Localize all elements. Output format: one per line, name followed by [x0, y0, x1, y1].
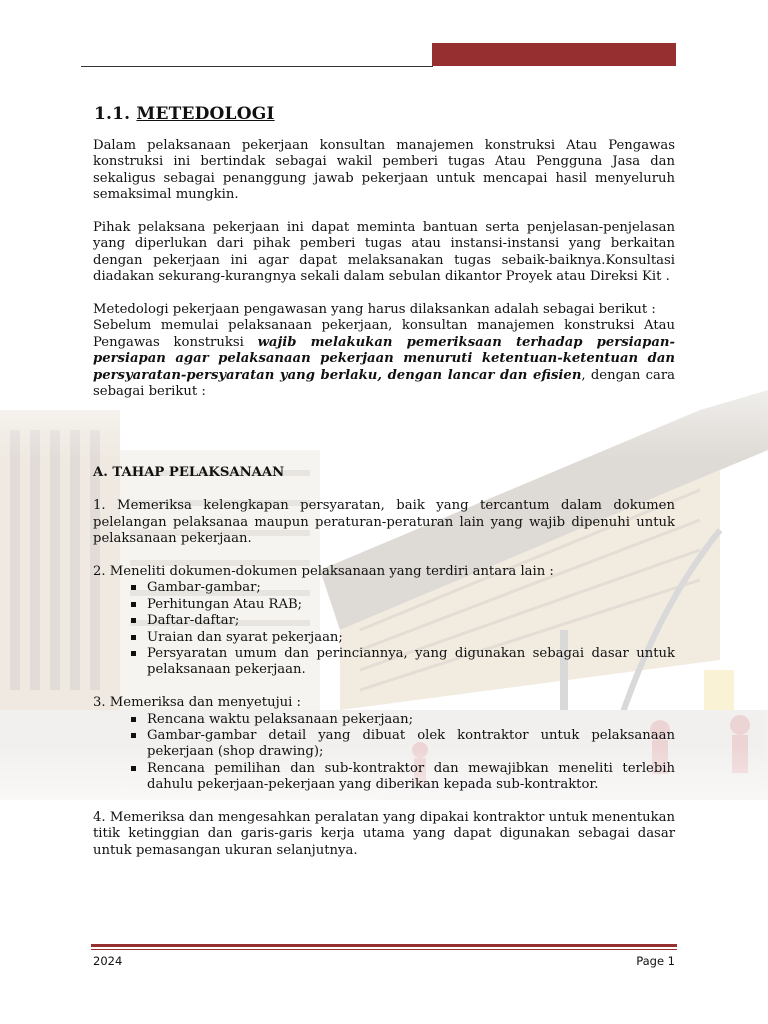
- footer-year: 2024: [93, 954, 123, 968]
- section-heading: [94, 104, 275, 124]
- list-item: Rencana pemilihan dan sub-kontraktor dan mewajibkan meneliti terlebih dahulu pekerjaan-pekerjaan yang diberikan kepada sub-kontraktor.: [93, 761, 675, 794]
- list-item: Daftar-daftar;: [93, 613, 675, 629]
- footer-rule-thin: [91, 949, 677, 950]
- square-bullet-icon: [131, 635, 136, 640]
- list-item: Perhitungan Atau RAB;: [93, 597, 675, 613]
- heading-number: 1.1.: [94, 104, 131, 124]
- square-bullet-icon: [131, 585, 136, 590]
- square-bullet-icon: [131, 602, 136, 607]
- paragraph-4-start: Sebelum memulai pelaksanaan pekerjaan, konsultan manajemen konstruksi Atau Pengawas konstruksi: [93, 318, 675, 350]
- list-item: Gambar-gambar detail yang dibuat olek kontraktor untuk pelaksanaan pekerjaan (shop drawing);: [93, 728, 675, 761]
- paragraph-2: Pihak pelaksana pekerjaan ini dapat meminta bantuan serta penjelasan-penjelasan yang diperlukan dari pihak pemberi tugas atau instansi-instansi yang berkaitan dengan pekerjaan ini agar dapat melaksanakan tugas sebaik-baiknya.Konsultasi diadakan sekurang-kurangnya sekali dalam sebulan dikantor Proyek atau Direksi Kit .: [93, 220, 675, 285]
- item-1: 1. Memeriksa kelengkapan persyaratan, baik yang tercantum dalam dokumen pelelangan pelaksanaa maupun peraturan-peraturan lain yang wajib dipenuhi untuk pelaksanaan pekerjaan.: [93, 498, 675, 547]
- paragraph-1: Dalam pelaksanaan pekerjaan konsultan manajemen konstruksi Atau Pengawas konstruksi ini bertindak sebagai wakil pemberi tugas Atau Pengguna Jasa dan sekaligus sebagai penanggung jawab pekerjaan untuk mencapai hasil menyeluruh semaksimal mungkin.: [93, 138, 675, 203]
- list-item: Uraian dan syarat pekerjaan;: [93, 630, 675, 646]
- list-item: Persyaratan umum dan perinciannya, yang digunakan sebagai dasar untuk pelaksanaan pekerjaan.: [93, 646, 675, 679]
- square-bullet-icon: [131, 651, 136, 656]
- paragraph-4: [93, 318, 675, 400]
- heading-title: METEDOLOGI: [136, 104, 275, 124]
- list-item: Gambar-gambar;: [93, 580, 675, 596]
- item-3: 3. Memeriksa dan menyetujui :: [93, 695, 301, 711]
- section-a-heading: A. TAHAP PELAKSANAAN: [93, 465, 285, 481]
- item-4: 4. Memeriksa dan mengesahkan peralatan yang dipakai kontraktor untuk menentukan titik ketinggian dan garis-garis kerja utama yang dapat digunakan sebagai dasar untuk pemasangan ukuran selanjutnya.: [93, 809, 675, 858]
- header-rule: [81, 66, 433, 67]
- list-item: Rencana waktu pelaksanaan pekerjaan;: [93, 712, 675, 728]
- square-bullet-icon: [131, 717, 136, 722]
- item-2: 2. Meneliti dokumen-dokumen pelaksanaan yang terdiri antara lain :: [93, 563, 554, 579]
- paragraph-4-emphasis: wajib melakukan pemeriksaan terhadap persiapan-persiapan agar pelaksanaan pekerjaan menuruti ketentuan-ketentuan dan persyaratan-persyaratan yang berlaku, dengan lancar dan efisien: [93, 334, 675, 383]
- square-bullet-icon: [131, 733, 136, 738]
- footer-rule-thick: [91, 944, 677, 947]
- paragraph-4-end: , dengan cara sebagai berikut :: [93, 367, 676, 400]
- header-accent-bar: [432, 43, 676, 66]
- item-3-list: [93, 712, 675, 794]
- document-body: [93, 138, 675, 859]
- item-2-list: [93, 580, 675, 678]
- paragraph-3: Metedologi pekerjaan pengawasan yang harus dilaksankan adalah sebagai berikut :: [93, 302, 656, 318]
- page-number: Page 1: [636, 954, 675, 968]
- square-bullet-icon: [131, 618, 136, 623]
- square-bullet-icon: [131, 766, 136, 771]
